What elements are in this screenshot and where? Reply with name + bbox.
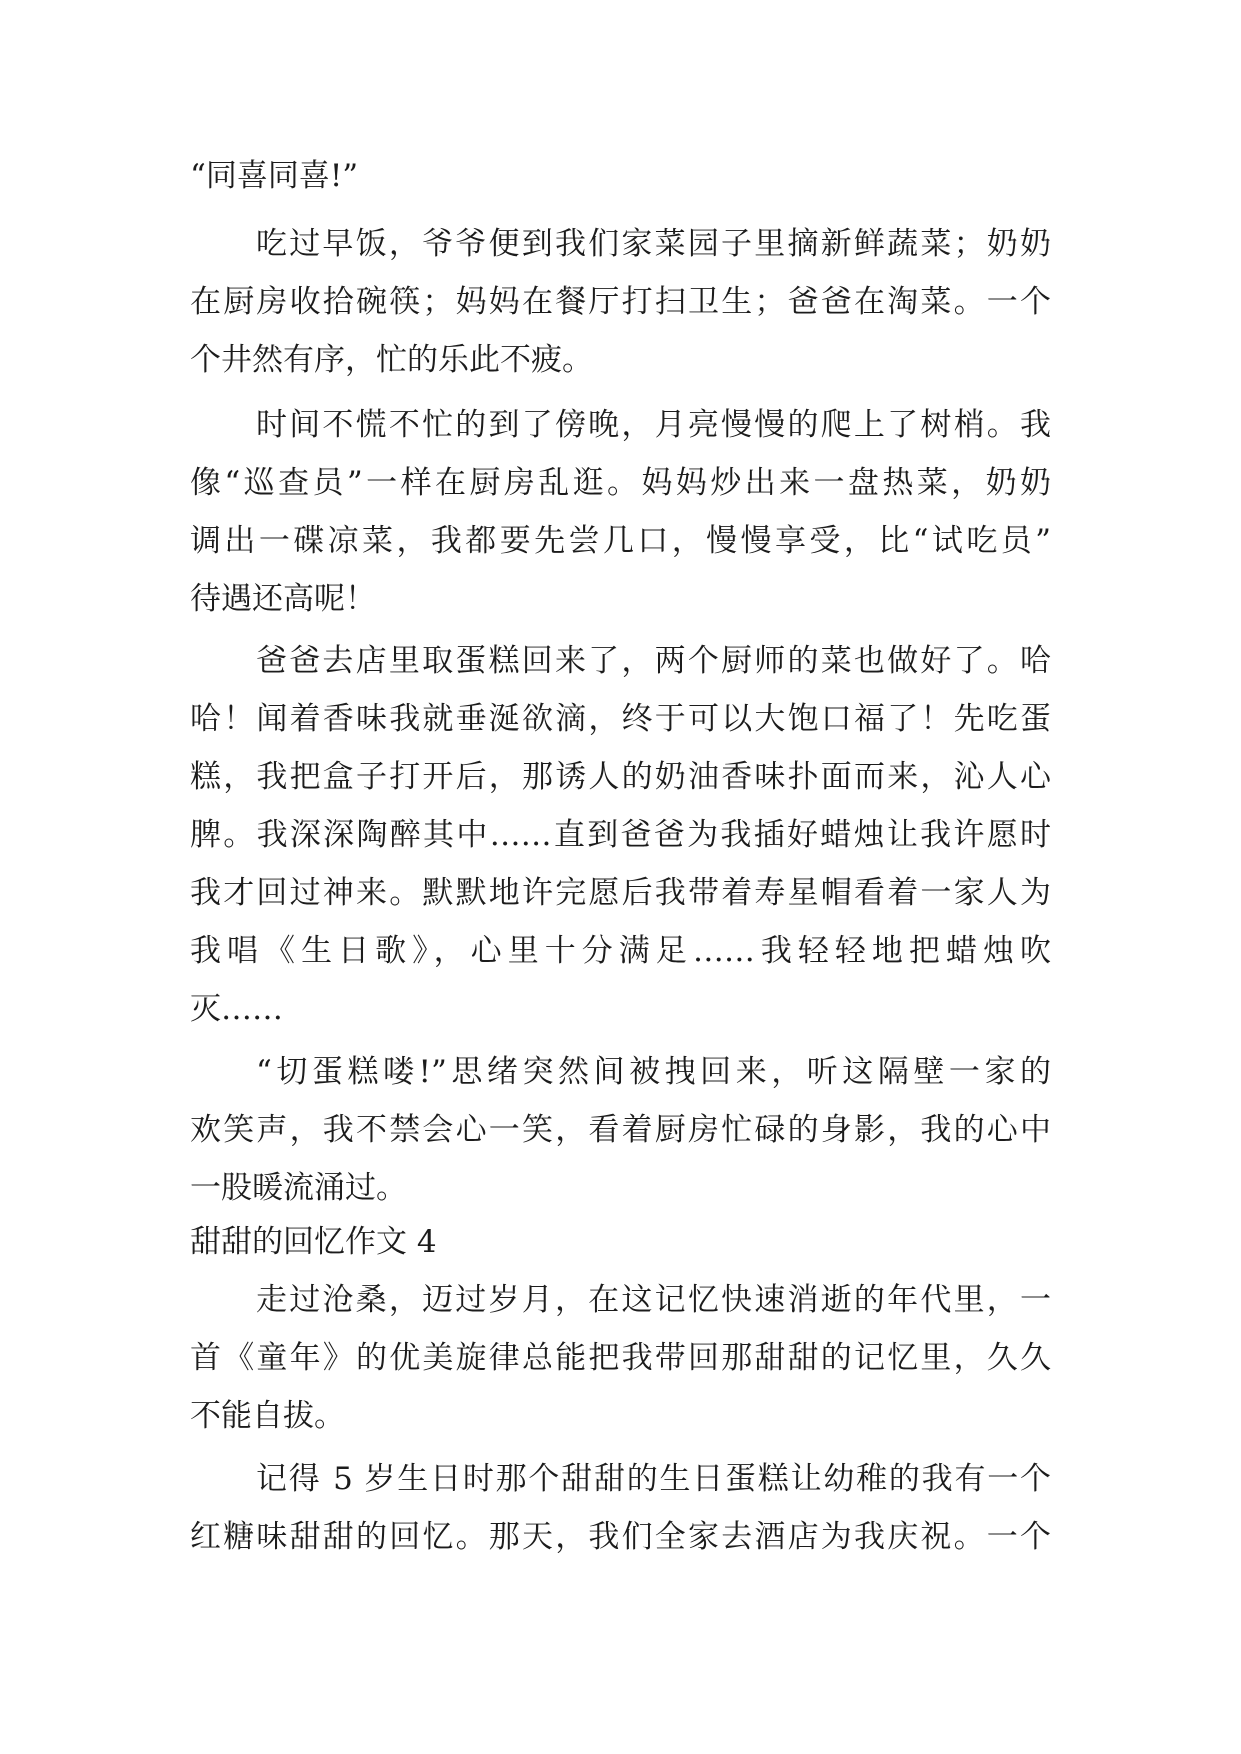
paragraph-line: 不能自拔。 [190, 1398, 345, 1434]
section-title: 甜甜的回忆作文 4 [190, 1224, 437, 1260]
paragraph-line: 一股暖流涌过。 [190, 1170, 407, 1206]
paragraph-line: 红糖味甜甜的回忆。那天，我们全家去酒店为我庆祝。一个 [190, 1519, 1051, 1555]
paragraph-line: 在厨房收拾碗筷；妈妈在餐厅打扫卫生；爸爸在淘菜。一个 [190, 284, 1051, 320]
paragraph-line: “切蛋糕喽!”思绪突然间被拽回来，听这隔壁一家的 [256, 1054, 1051, 1090]
paragraph-line: 走过沧桑，迈过岁月，在这记忆快速消逝的年代里，一 [256, 1282, 1051, 1318]
paragraph-line: 记得 5 岁生日时那个甜甜的生日蛋糕让幼稚的我有一个 [256, 1461, 1051, 1497]
paragraph-line: 待遇还高呢！ [190, 581, 376, 617]
paragraph-line: 糕，我把盒子打开后，那诱人的奶油香味扑面而来，沁人心 [190, 759, 1051, 795]
paragraph-line: 调出一碟凉菜，我都要先尝几口，慢慢享受，比“试吃员” [190, 523, 1051, 559]
paragraph-line: “同喜同喜!” [190, 158, 359, 194]
paragraph-line: 欢笑声，我不禁会心一笑，看着厨房忙碌的身影，我的心中 [190, 1112, 1051, 1148]
paragraph-line: 像“巡查员”一样在厨房乱逛。妈妈炒出来一盘热菜，奶奶 [190, 465, 1051, 501]
paragraph-line: 吃过早饭，爷爷便到我们家菜园子里摘新鲜蔬菜；奶奶 [256, 226, 1051, 262]
paragraph-line: 时间不慌不忙的到了傍晚，月亮慢慢的爬上了树梢。我 [256, 407, 1051, 443]
paragraph-line: 我才回过神来。默默地许完愿后我带着寿星帽看着一家人为 [190, 875, 1051, 911]
paragraph-line: 爸爸去店里取蛋糕回来了，两个厨师的菜也做好了。哈 [256, 643, 1051, 679]
paragraph-line: 首《童年》的优美旋律总能把我带回那甜甜的记忆里，久久 [190, 1340, 1051, 1376]
paragraph-line: 我唱《生日歌》，心里十分满足……我轻轻地把蜡烛吹 [190, 933, 1051, 969]
paragraph-line: 灭…… [190, 991, 283, 1027]
paragraph-line: 脾。我深深陶醉其中……直到爸爸为我插好蜡烛让我许愿时 [190, 817, 1051, 853]
paragraph-line: 个井然有序，忙的乐此不疲。 [190, 342, 593, 378]
paragraph-line: 哈！闻着香味我就垂涎欲滴，终于可以大饱口福了！先吃蛋 [190, 701, 1051, 737]
